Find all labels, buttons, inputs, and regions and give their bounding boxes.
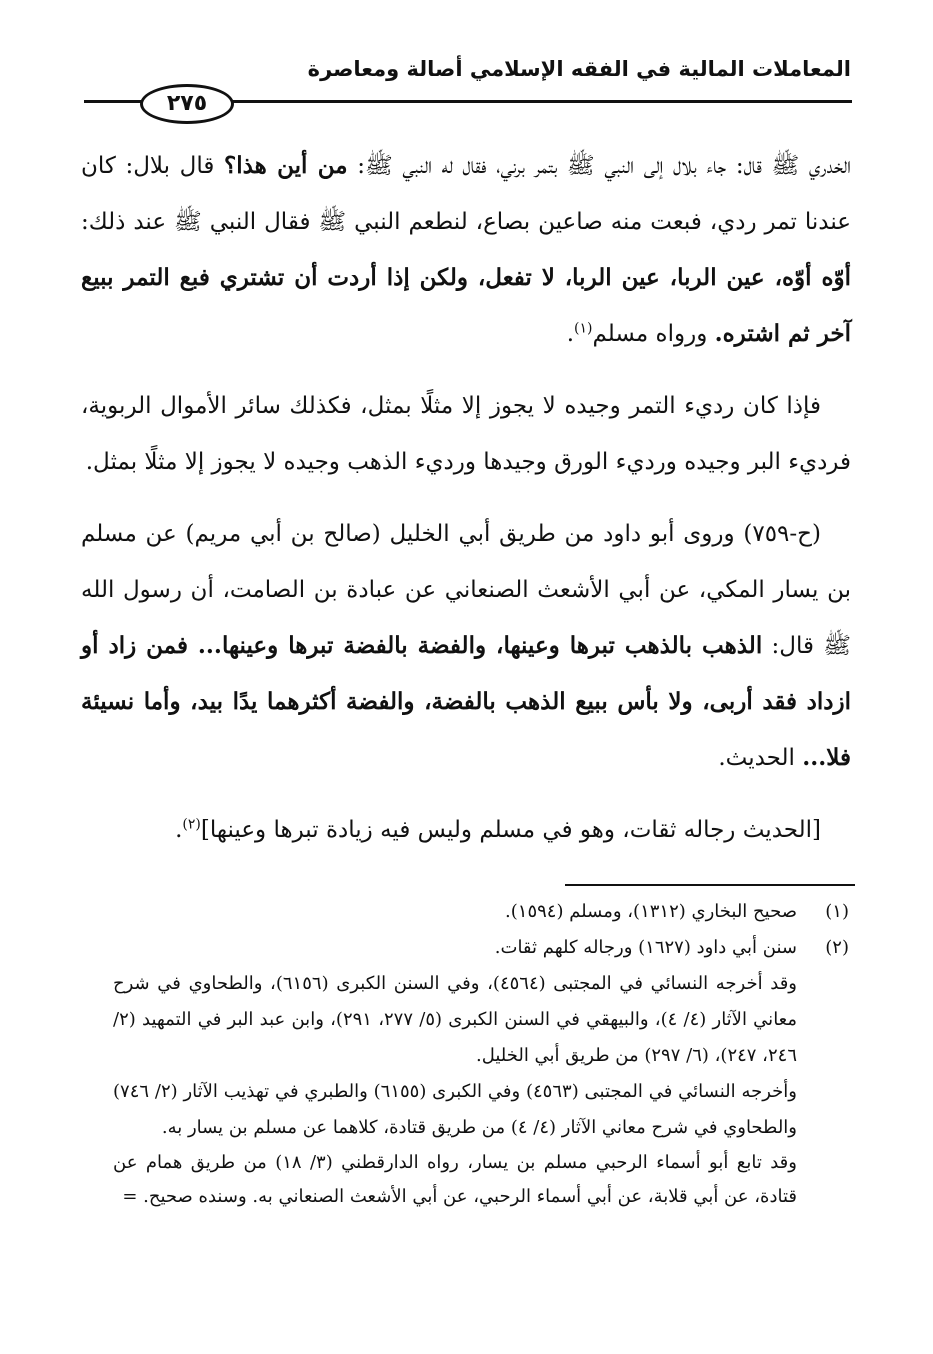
running-head-title: المعاملات المالية في الفقه الإسلامي أصالة ومعاصرة: [307, 57, 851, 81]
text-run: .: [566, 321, 574, 347]
footnote-2-paragraph-3: وقد تابع أبو أسماء الرحبي مسلم بن يسار، رواه الدارقطني (٣/ ١٨) من طريق همام عن قتادة، عن أبي قلابة، عن أبي أسماء الرحبي، عن أبي الأشعث الصنعاني به. وسنده صحيح. =: [113, 1152, 797, 1207]
bold-run: من أين هذا؟: [224, 152, 348, 179]
main-text: [81, 138, 851, 858]
footnote-text: سنن أبي داود (١٦٢٧) ورجاله كلهم ثقات.: [494, 937, 797, 958]
text-run: (ح-٧٥٩) وروى أبو داود من طريق أبي الخليل (صالح بن أبي مريم) عن مسلم بن يسار المكي، عن أبي الأشعث الصنعاني عن عبادة بن الصامت، أن رسول الله ﷺ قال:: [81, 521, 851, 659]
text-run: قال بلال: كان عندنا تمر ردي، فبعت منه صاعين بصاع، لنطعم النبي ﷺ فقال النبي ﷺ عند ذلك:: [81, 153, 851, 235]
footnote-number: (٢): [825, 937, 849, 958]
footnote-ref-1: (١): [574, 320, 593, 337]
paragraph-hadith-759: [81, 506, 851, 786]
text-run: ورواه مسلم: [592, 321, 715, 347]
bold-run: أوّه أوّه، عين الربا، عين الربا، لا تفعل، ولكن إذا أردت أن تشتري فبع التمر ببيع آخر ثم اشتره.: [81, 264, 851, 347]
page-number-oval: ٢٧٥: [140, 84, 234, 124]
paragraph-hadith-bilal: [81, 138, 851, 362]
footnotes: [113, 894, 849, 1214]
footnote-ref-2: (٢): [182, 816, 201, 833]
text-run: .: [175, 817, 183, 843]
footnote-2-paragraph-1: وقد أخرجه النسائي في المجتبى (٤٥٦٤)، وفي السنن الكبرى (٦١٥٦)، والطحاوي في شرح معاني الآثار (٤/ ٤)، والبيهقي في السنن الكبرى (٥/ ٢٧٧، ٢٩١)، وابن عبد البر في التمهيد (٢/ ٢٤٦، ٢٤٧)، (٦/ ٢٩٧) من طريق أبي الخليل.: [113, 973, 798, 1066]
text-run: الحديث.: [718, 745, 803, 771]
bold-run: الذهب بالذهب تبرها وعينها، والفضة بالفضة تبرها وعينها... فمن زاد أو ازداد فقد أربى، ولا بأس ببيع الذهب بالفضة، والفضة أكثرهما يدًا بيد، وأما نسيئة فلا...: [81, 632, 851, 771]
footnote-2-paragraph-2: وأخرجه النسائي في المجتبى (٤٥٦٣) وفي الكبرى (٦١٥٥) والطبري في تهذيب الآثار (٢/ ٧٤٦) والطحاوي في شرح معاني الآثار (٤/ ٤) من طريق قتادة، كلاهما عن مسلم بن يسار به.: [113, 1081, 797, 1138]
paragraph-grading: [81, 802, 851, 858]
footnote-number: (١): [825, 901, 849, 922]
footnote-separator: [565, 884, 855, 886]
footnote-2: [113, 930, 849, 966]
footnote-1: [113, 894, 849, 930]
text-run: الخدري ﷺ قال: جاء بلال إلى النبي ﷺ بتمر برني، فقال له النبي ﷺ:: [347, 153, 851, 179]
footnote-text: صحيح البخاري (١٣١٢)، ومسلم (١٥٩٤).: [505, 901, 797, 922]
paragraph-ruling: فإذا كان رديء التمر وجيده لا يجوز إلا مثلًا بمثل، فكذلك سائر الأموال الربوية، فرديء البر وجيده ورديء الورق وجيدها ورديء الذهب وجيده لا يجوز إلا مثلًا بمثل.: [81, 393, 851, 475]
text-run: [الحديث رجاله ثقات، وهو في مسلم وليس فيه زيادة تبرها وعينها]: [200, 817, 821, 843]
